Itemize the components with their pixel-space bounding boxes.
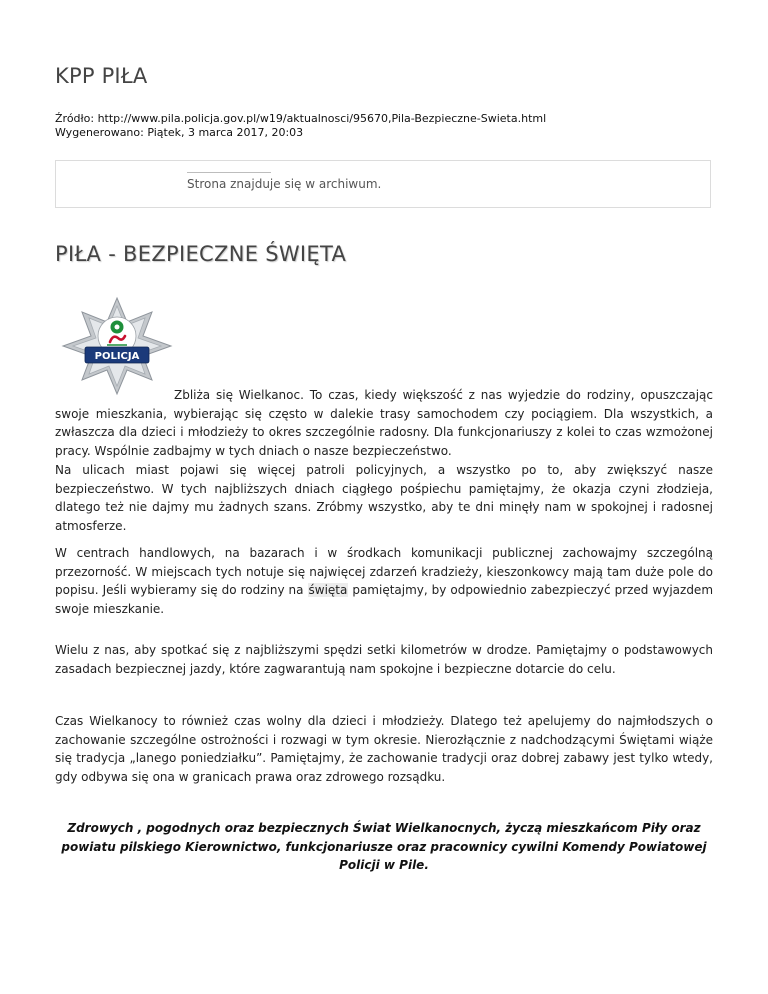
site-title: KPP PIŁA [55,64,148,88]
divider [187,172,271,173]
source-url: Źródło: http://www.pila.policja.gov.pl/w19/aktualnosci/95670,Pila-Bezpieczne-Swieta.html [55,112,547,125]
paragraph-text: pamiętajmy, by odpowiednio zabezpieczyć przed wyjazdem swoje mieszkanie. [55,583,714,616]
holiday-link[interactable]: święta [308,583,348,597]
generated-date: Wygenerowano: Piątek, 3 marca 2017, 20:03 [55,126,304,139]
archive-notice: Strona znajduje się w archiwum. [187,177,382,191]
closing-greeting: Zdrowych , pogodnych oraz bezpiecznych Świat Wielkanocnych, życzą mieszkańcom Piły oraz powiatu pilskiego Kierownictwo, funkcjonariusze oraz pracownicy cywilni Komendy Powiatowej Policji w Pile. [61,821,707,872]
article-paragraph: Wielu z nas, aby spotkać się z najbliższymi spędzi setki kilometrów w drodze. Pamiętajmy o podstawowych zasadach bezpiecznej jazdy, które zagwarantują nam spokojne i bezpieczne dotarcie do celu. [55,643,713,676]
police-badge-logo [55,296,179,396]
article-paragraph: Zbliża się Wielkanoc. To czas, kiedy większość z nas wyjedzie do rodziny, opuszczając swoje mieszkania, wybierając się często w dalekie trasy samochodem czy pociągiem. Dla wszystkich, a zwłaszcza dla dzieci i młodzieży to okres szczególnie radosny. Dla funkcjonariuszy z kolei to czas wzmożonej pracy. Wspólnie zadbajmy w tych dniach o nasze bezpieczeństwo. [55,388,713,458]
document-meta [55,112,546,140]
archive-notice-box [55,160,711,208]
article-title: PIŁA - BEZPIECZNE ŚWIĘTA [55,242,347,266]
badge-label: POLICJA [94,351,140,362]
article-paragraph: Czas Wielkanocy to również czas wolny dla dzieci i młodzieży. Dlatego też apelujemy do najmłodszych o zachowanie szczególne ostrożności i rozwagi w tym okresie. Nierozłącznie z nadchodzącymi Świętami wiąże się tradycja „lanego poniedziałku”. Pamiętajmy, że zachowanie tradycji oraz dobrej zabawy jest tylko wtedy, gdy odbywa się ona w granicach prawa oraz zdrowego rozsądku. [55,714,713,784]
paragraph-text: W centrach handlowych, na bazarach i w środkach komunikacji publicznej zachowajmy szczególną przezorność. W miejscach tych notuje się najwięcej zdarzeń kradzieży, kieszonkowcy mają tam duże pole do popisu. Jeśli wybieramy się do rodziny na [55,546,713,597]
article-paragraph [55,544,713,618]
article-paragraph: Na ulicach miast pojawi się więcej patroli policyjnych, a wszystko po to, aby zwiększyć nasze bezpieczeństwo. W tych najbliższych dniach ciągłego pośpiechu pamiętajmy, że okazja czyni złodzieja, dlatego też nie dajmy mu żadnych szans. Zróbmy wszystko, aby te dni minęły nam w spokojnej i radosnej atmosferze. [55,463,713,533]
